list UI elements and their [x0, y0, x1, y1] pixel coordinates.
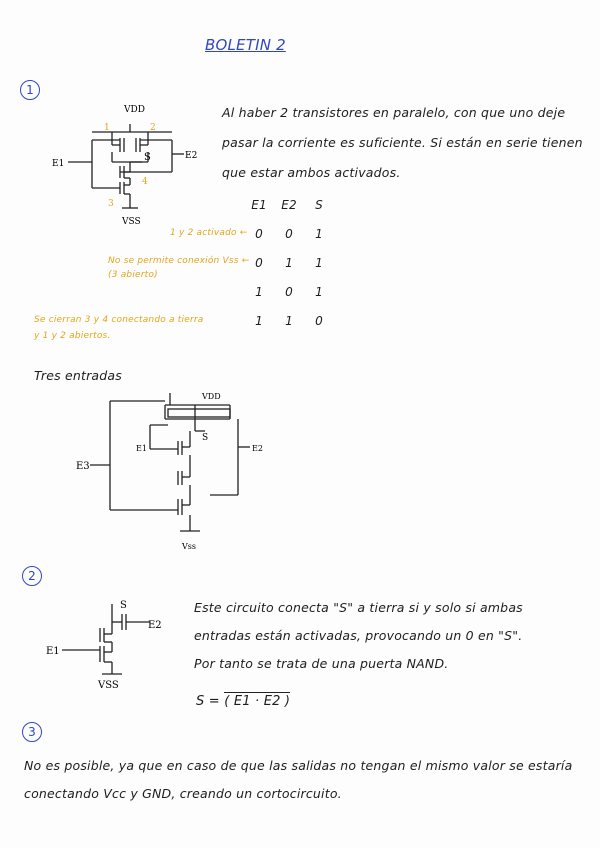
c2-e2-label: E2	[148, 620, 162, 631]
formula-rhs: ( E1 · E2 )	[224, 694, 291, 709]
section-1-number: 1	[20, 80, 40, 100]
s2-line: Por tanto se trata de una puerta NAND.	[194, 656, 449, 671]
c3-s-label: S	[202, 433, 209, 443]
c1-e2-label: E2	[185, 151, 198, 161]
c3-e1-label: E1	[136, 444, 147, 453]
table-cell: 1	[315, 255, 323, 270]
table-cell: 0	[285, 226, 293, 241]
c3-vss-label: Vss	[182, 542, 196, 551]
table-cell: 1	[285, 255, 293, 270]
th-s: S	[315, 197, 323, 212]
s1-line: Al haber 2 transistores en paralelo, con que uno deje	[222, 105, 566, 120]
circuit-3-input-diagram	[70, 385, 270, 555]
circuit-1-diagram	[52, 100, 212, 235]
nand-formula	[196, 694, 290, 709]
table-cell: 1	[315, 226, 323, 241]
table-cell: 1	[255, 313, 263, 328]
s2-line: Este circuito conecta "S" a tierra si y solo si ambas	[194, 600, 523, 615]
c1-node-1: 1	[104, 123, 110, 133]
table-cell: 0	[255, 255, 263, 270]
table-cell: 0	[285, 284, 293, 299]
c1-e1-label: E1	[52, 159, 65, 169]
truth-table	[244, 190, 334, 335]
table-cell: 0	[315, 313, 323, 328]
section-2-paragraph	[194, 594, 594, 678]
c1-s-label: S	[144, 152, 151, 163]
note-row1: 1 y 2 activado ←	[170, 228, 248, 238]
c1-node-3: 3	[108, 199, 114, 209]
truth-table-header	[244, 190, 334, 219]
c3-vdd-label: VDD	[202, 392, 221, 401]
c1-node-2: 2	[150, 123, 156, 133]
note-row2-line1: No se permite conexión Vss ←	[108, 256, 250, 266]
c3-e2-label: E2	[252, 444, 263, 453]
note-row2-line2: (3 abierto)	[108, 270, 158, 280]
three-inputs-label: Tres entradas	[34, 368, 123, 383]
table-row	[244, 219, 334, 248]
table-row	[244, 277, 334, 306]
table-cell: 1	[315, 284, 323, 299]
table-row	[244, 306, 334, 335]
circuit-2-diagram	[32, 594, 182, 694]
c2-e1-label: E1	[46, 646, 60, 657]
c2-vss-label: VSS	[98, 680, 119, 691]
formula-lhs: S =	[196, 694, 225, 709]
s2-line: entradas están activadas, provocando un 0 en "S".	[194, 628, 523, 643]
table-cell: 1	[255, 284, 263, 299]
note-row4-line2: y 1 y 2 abiertos.	[34, 331, 111, 341]
section-3-number: 3	[22, 722, 42, 742]
section-3-paragraph	[24, 752, 594, 808]
c1-vdd-label: VDD	[124, 105, 145, 115]
c1-node-4: 4	[142, 177, 148, 187]
table-cell: 0	[255, 226, 263, 241]
c3-e3-label: E3	[76, 461, 90, 472]
th-e2: E2	[281, 197, 297, 212]
s1-line: pasar la corriente es suficiente. Si están en serie tienen	[222, 135, 583, 150]
s3-line: conectando Vcc y GND, creando un cortocircuito.	[24, 786, 342, 801]
table-cell: 1	[285, 313, 293, 328]
page-title: BOLETIN 2	[205, 36, 286, 54]
s3-line: No es posible, ya que en caso de que las salidas no tengan el mismo valor se estaría	[24, 758, 573, 773]
s1-line: que estar ambos activados.	[222, 165, 401, 180]
table-row	[244, 248, 334, 277]
note-row4-line1: Se cierran 3 y 4 conectando a tierra	[34, 315, 204, 325]
section-1-paragraph	[222, 98, 592, 188]
c1-vss-label: VSS	[122, 217, 141, 227]
c2-s-label: S	[120, 600, 127, 611]
th-e1: E1	[251, 197, 267, 212]
section-2-number: 2	[22, 566, 42, 586]
